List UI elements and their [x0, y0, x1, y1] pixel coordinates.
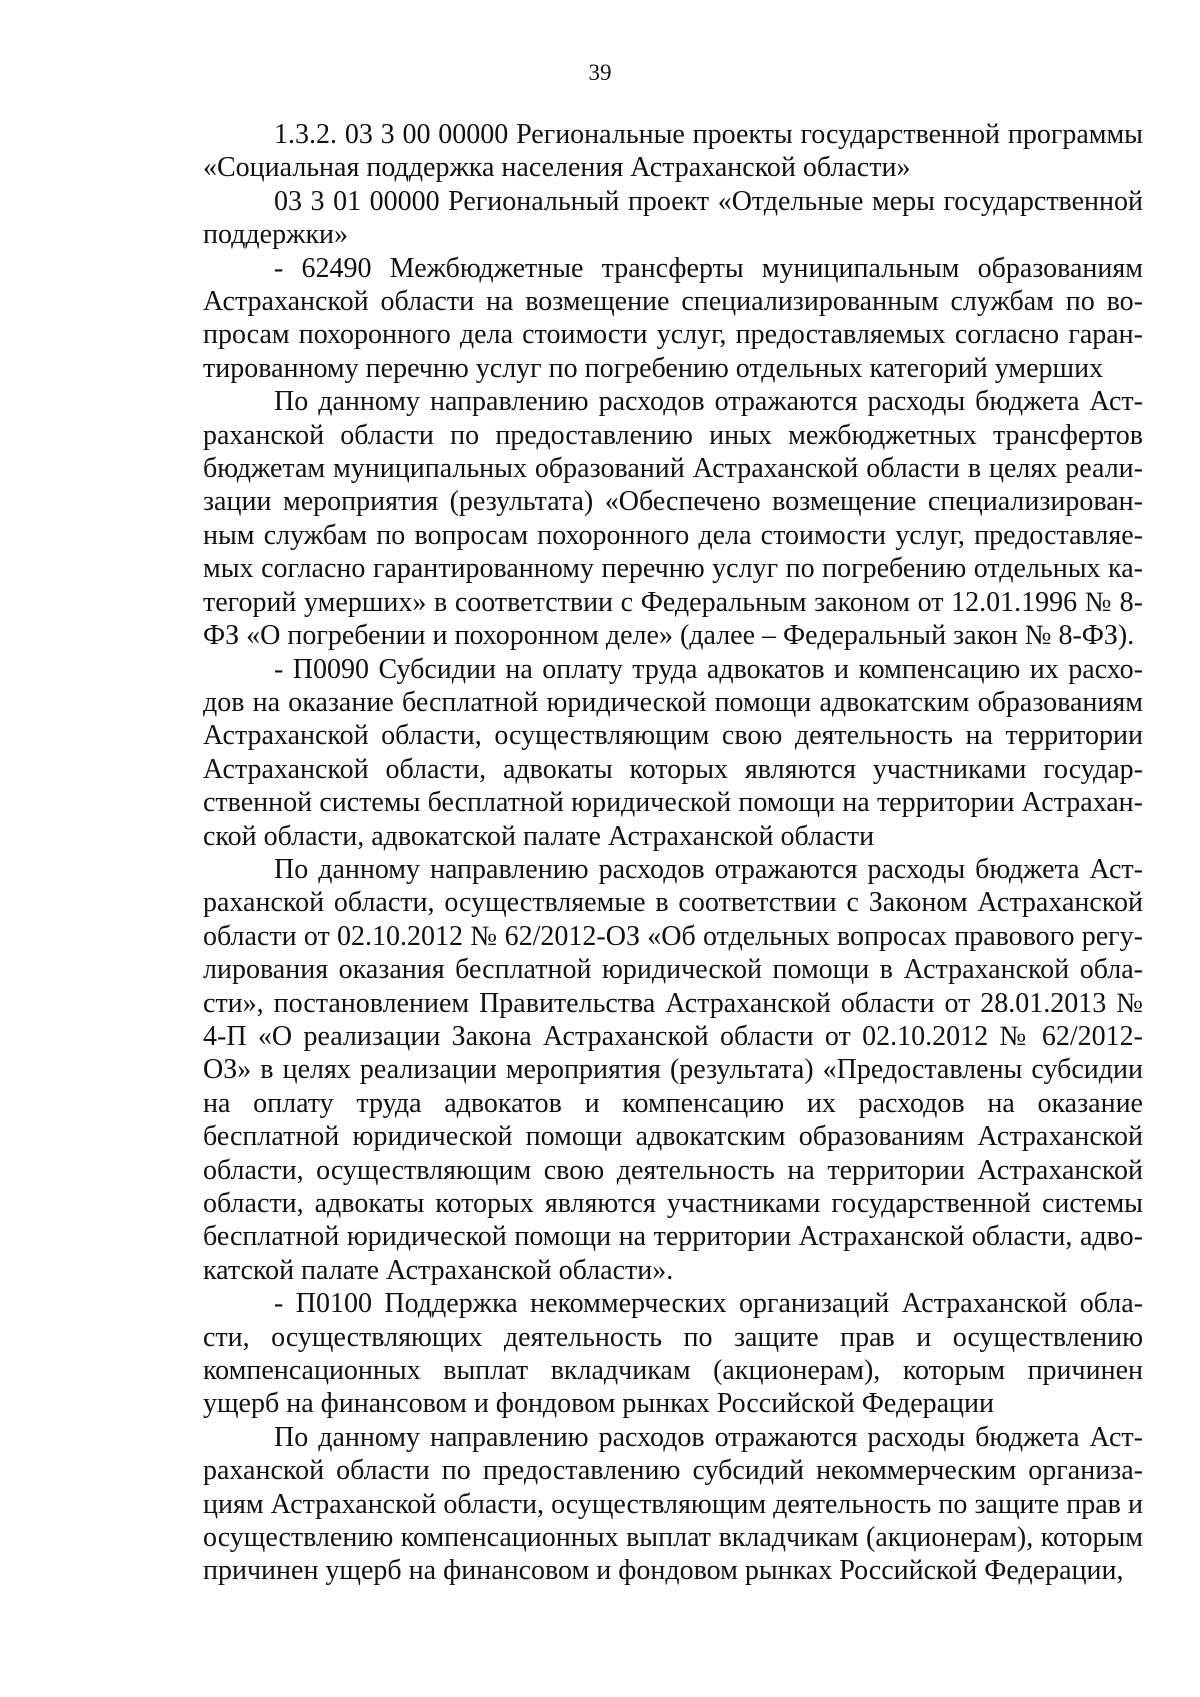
item-p0100-paragraph: - П0100 Поддержка некоммерческих организаций Астраханской области, осуществляющих деятельность по защите прав и осуществлению компенсационных выплат вкладчикам (акционерам), которым причинен ущерб на финансовом и фондовом рынках Российской Федерации: [203, 1288, 1143, 1420]
section-heading-paragraph: 1.3.2. 03 3 00 00000 Региональные проекты государственной программы «Социальная поддержка населения Астраханской области»: [203, 119, 1143, 184]
item-62490-paragraph: - 62490 Межбюджетные трансферты муниципальным образованиям Астраханской области на возмещение специализированным службам по вопросам похоронного дела стоимости услуг, предоставляемых согласно гарантированному перечню услуг по погребению отдельных категорий умерших: [203, 252, 1143, 384]
document-body: [203, 118, 1143, 1588]
page-number: 39: [588, 60, 612, 85]
regional-project-paragraph: 03 3 01 00000 Региональный проект «Отдельные меры государственной поддержки»: [203, 185, 1143, 251]
item-p0090-description-paragraph: По данному направлению расходов отражаются расходы бюджета Астраханской области, осуществляемые в соответствии с Законом Астраханской области от 02.10.2012 № 62/2012-ОЗ «Об отдельных вопросах правового регулирования оказания бесплатной юридической помощи в Астраханской области», постановлением Правительства Астраханской области от 28.01.2013 № 4-П «О реализации Закона Астраханской области от 02.10.2012 № 62/2012-ОЗ» в целях реализации мероприятия (результата) «Предоставлены субсидии на оплату труда адвокатов и компенсацию их расходов на оказание бесплатной юридической помощи адвокатским образованиям Астраханской области, осуществляющим свою деятельность на территории Астраханской области, адвокаты которых являются участниками государственной системы бесплатной юридической помощи на территории Астраханской области, адвокатской палате Астраханской области».: [203, 853, 1143, 1286]
item-p0090-paragraph: - П0090 Субсидии на оплату труда адвокатов и компенсацию их расходов на оказание бесплатной юридической помощи адвокатским образованиям Астраханской области, осуществляющим свою деятельность на территории Астраханской области, адвокаты которых являются участниками государственной системы бесплатной юридической помощи на территории Астраханской области, адвокатской палате Астраханской области: [203, 653, 1143, 852]
item-p0100-description-paragraph: По данному направлению расходов отражаются расходы бюджета Астраханской области по предоставлению субсидий некоммерческим организациям Астраханской области, осуществляющим деятельность по защите прав и осуществлению компенсационных выплат вкладчикам (акционерам), которым причинен ущерб на финансовом и фондовом рынках Российской Федерации,: [203, 1421, 1143, 1587]
item-62490-description-paragraph: По данному направлению расходов отражаются расходы бюджета Астраханской области по предоставлению иных межбюджетных трансфертов бюджетам муниципальных образований Астраханской области в целях реализации мероприятия (результата) «Обеспечено возмещение специализированным службам по вопросам похоронного дела стоимости услуг, предоставляемых согласно гарантированному перечню услуг по погребению отдельных категорий умерших» в соответствии с Федеральным законом от 12.01.1996 № 8-ФЗ «О погребении и похоронном деле» (далее – Федеральный закон № 8-ФЗ).: [203, 386, 1143, 652]
